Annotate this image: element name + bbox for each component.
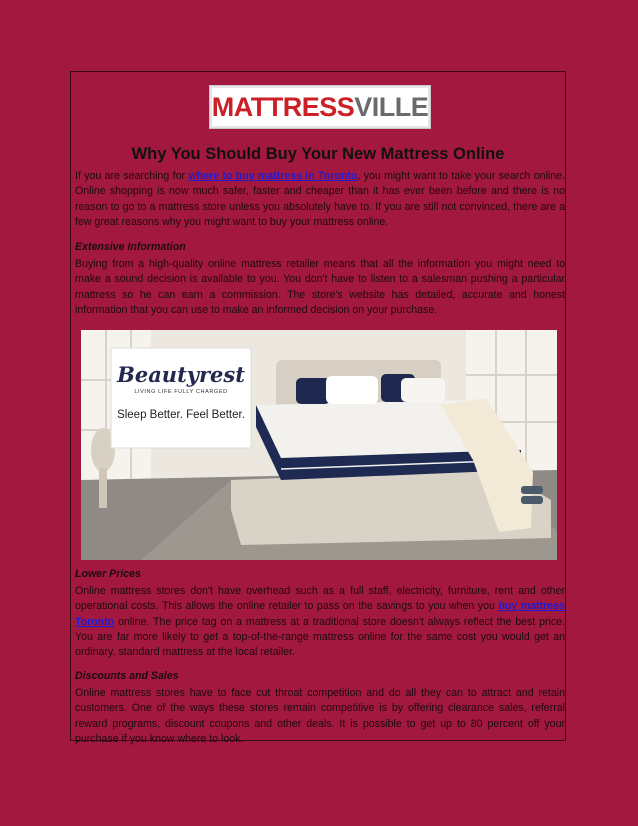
page-title: Why You Should Buy Your New Mattress Online bbox=[131, 145, 505, 163]
mattressville-logo[interactable] bbox=[209, 85, 431, 129]
section-heading-discounts: Discounts and Sales bbox=[75, 670, 179, 682]
logo-part-ville: VILLE bbox=[354, 91, 429, 122]
prices-text-before: Online mattress stores don't have overhead such as a full staff, electricity, furniture, rent and other operational costs. This allows the online retailer to pass on the savings to you when you bbox=[75, 585, 565, 613]
beautyrest-tagline: LIVING LIFE FULLY CHARGED bbox=[134, 389, 228, 395]
where-to-buy-link[interactable]: where to buy mattress in Toronto bbox=[188, 170, 358, 182]
buy-mattress-toronto-link[interactable]: buy mattress Toronto bbox=[75, 600, 565, 628]
section-body-information: Buying from a high-quality online mattress retailer means that all the information you might need to make a sound decision is available to you. You don't have to listen to a salesman pushing a particular mattress so he can earn a commission. The store's website has detailed, accurate and honest information that you can use to make an informed decision on your purchase. bbox=[75, 258, 565, 316]
section-heading-prices: Lower Prices bbox=[75, 568, 141, 580]
beautyrest-mattress-photo bbox=[81, 330, 557, 560]
prices-text-after: online. The price tag on a mattress at a traditional store doesn't always reflect the best price. You are far more likely to get a top-of-the-range mattress online for the same cost you would get an ordinary, standard mattress at the local retailer. bbox=[75, 615, 565, 659]
document-page bbox=[70, 71, 566, 745]
beautyrest-brand-name: Beautyrest bbox=[117, 362, 245, 387]
intro-paragraph bbox=[75, 169, 565, 230]
section-body-prices bbox=[75, 584, 565, 660]
intro-text-after: , you might want to take your search online. Online shopping is now much safer, faster and cheaper than it has ever been before and there is no reason to go to a mattress store unless you absolutely have to. If you are still not convinced, there are a few great reasons why you might want to buy your mattress online. bbox=[75, 170, 566, 228]
intro-text-before: If you are searching for bbox=[75, 170, 189, 182]
logo-part-mattress: MATTRESS bbox=[211, 91, 355, 122]
beautyrest-slogan: Sleep Better. Feel Better. bbox=[117, 409, 245, 421]
beautyrest-brand-card bbox=[111, 348, 251, 448]
section-body-discounts: Online mattress stores have to face cut throat competition and do all they can to attract and retain customers. One of the ways these stores remain competitive is by offering clearance sales, referral reward programs, discount coupons and other deals. It is possible to get up to 80 percent off your purchase if you know where to look. bbox=[75, 687, 565, 745]
section-heading-information: Extensive Information bbox=[75, 241, 186, 253]
